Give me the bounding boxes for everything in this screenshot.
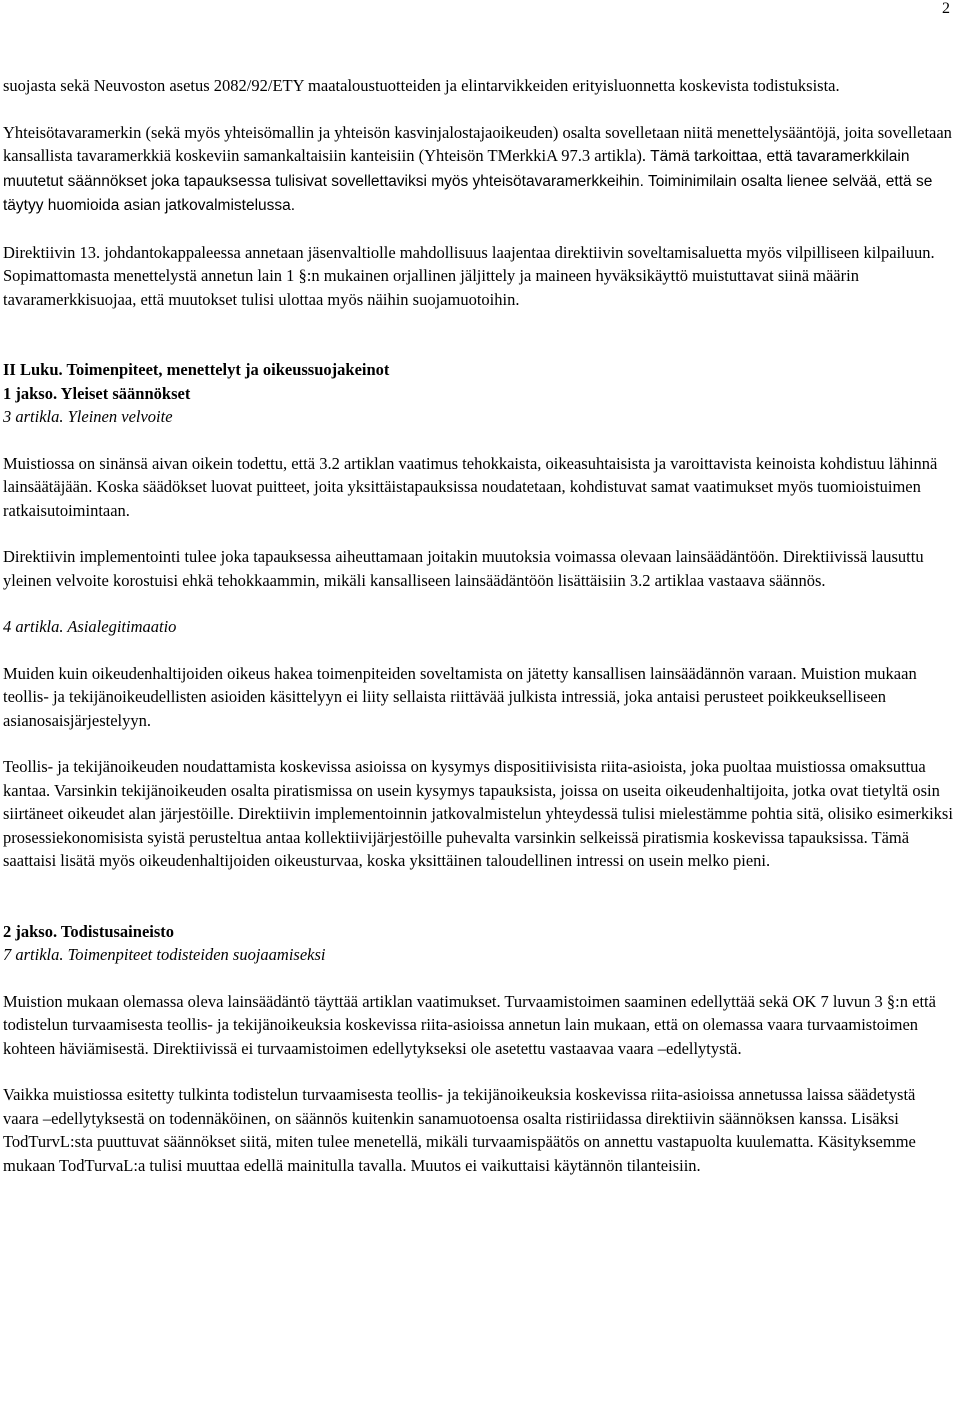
article-4-heading: 4 artikla. Asialegitimaatio <box>3 617 177 636</box>
section-2-heading: 2 jakso. Todistusaineisto <box>3 921 175 941</box>
paragraph-article-3-a: Muistiossa on sinänsä aivan oikein todettu, että 3.2 artiklan vaatimus tehokkaista, oikeasuhtaisista ja varoittavista keinoista kohdistuu lähinnä lainsäätäjään. Koska säädökset luovat puitteet, joita yksittäistapauksissa noudatetaan, kohdistuvat samat vaatimukset myös tuomioistuimen ratkaisutoimintaan. <box>3 453 938 520</box>
chapter-heading: II Luku. Toimenpiteet, menettelyt ja oikeussuojakeinot <box>3 360 390 379</box>
document-body <box>3 74 953 1177</box>
paragraph-article-7-b: Vaikka muistiossa esitetty tulkinta todistelun turvaamisesta teollis- ja tekijänoikeuksia koskevissa riita-asioissa annetussa laissa säädetystä vaara –edellytyksestä on todennäköinen, on säännös kuitenkin sanamuotoensa osalta ristiriidassa direktiivin säännöksen kanssa. Lisäksi TodTurvL:sta puuttuvat säännökset siitä, miten tulee menetellä, mikäli turvaamispäätös on annettu vastapuolta kuulematta. Käsityksemme mukaan TodTurvaL:a tulisi muuttaa edellä mainitulla tavalla. Muutos ei vaikuttaisi käytännön tilanteisiin. <box>3 1085 916 1175</box>
paragraph-article-4-a: Muiden kuin oikeudenhaltijoiden oikeus hakea toimenpiteiden soveltamista on jätetty kansallisen lainsäädännön varaan. Muistion mukaan teollis- ja tekijänoikeudellisten asioiden käsittelyyn ei liity sellaista riittävää julkista intressiä, joka antaisi perusteet poikkeukselliseen asianosaisjärjestelyyn. <box>3 663 917 730</box>
article-3-heading: 3 artikla. Yleinen velvoite <box>3 407 173 426</box>
paragraph-directive-13: Direktiivin 13. johdantokappaleessa annetaan jäsenvaltiolle mahdollisuus laajentaa direktiivin soveltamisaluetta myös vilpilliseen kilpailuun. Sopimattomasta menettelystä annetun lain 1 §:n mukainen orjallinen jäljittely ja maineen hyväksikäyttö muistuttavat siinä määrin tavaramerkkisuojaa, että muutokset tulisi ulottaa myös näihin suojamuotoihin. <box>3 242 935 309</box>
section-1-heading: 1 jakso. Yleiset säännökset <box>3 383 191 403</box>
paragraph-community-trademark <box>3 121 953 218</box>
paragraph-article-3-b: Direktiivin implementointi tulee joka tapauksessa aiheuttamaan joitakin muutoksia voimassa olevaan lainsäädäntöön. Direktiivissä lausuttu yleinen velvoite korostuisi ehkä tehokkaammin, mikäli kansalliseen lainsäädäntöön lisättäisiin 3.2 artiklaa vastaava säännös. <box>3 547 924 590</box>
paragraph-intro-continuation: suojasta sekä Neuvoston asetus 2082/92/ETY maataloustuotteiden ja elintarvikkeiden erityisluonnetta koskevista todistuksista. <box>3 76 840 95</box>
page-number: 2 <box>942 0 950 17</box>
paragraph-article-4-b: Teollis- ja tekijänoikeuden noudattamista koskevissa asioissa on kysymys dispositiivisista riita-asioista, joka puoltaa muistiossa omaksuttua kantaa. Varsinkin tekijänoikeuden osalta piratismissa on usein kysymys tapauksista, joissa on useita oikeudenhaltijoita, jotka ovat tietyltä osin siirtäneet oikeudet alan järjestöille. Direktiivin implementoinnin jatkovalmistelun yhteydessä tulisi mielestämme pohtia sitä, olisiko esimerkiksi prosessiekonomisista syistä perusteltua antaa kollektiivijärjestöille puhevalta varsinkin selkeissä piratismia koskevissa tapauksissa. Tämä saattaisi lisätä myös oikeudenhaltijoiden oikeusturvaa, koska yksittäinen taloudellinen intressi on usein melko pieni. <box>3 757 953 870</box>
paragraph-community-trademark-part2: Tämä tarkoittaa, että tavaramerkkilain muutetut säännökset joka tapauksessa tulisivat sovellettaviksi myös yhteisötavaramerkkeihin. Toiminimilain osalta lienee selvää, että se täytyy huomioida asian jatkovalmistelussa. <box>3 148 933 214</box>
paragraph-community-trademark-part1: Yhteisötavaramerkin (sekä myös yhteisömallin ja yhteisön kasvinjalostajaoikeuden) osalta sovelletaan niitä menettelysääntöjä, joita sovelletaan kansallista tavaramerkkiä koskeviin samankaltaisiin kanteisiin (Yhteisön TMerkkiA 97.3 artikla). <box>3 122 952 165</box>
article-7-heading: 7 artikla. Toimenpiteet todisteiden suojaamiseksi <box>3 945 326 964</box>
paragraph-article-7-a: Muistion mukaan olemassa oleva lainsäädäntö täyttää artiklan vaatimukset. Turvaamistoimen saaminen edellyttää sekä OK 7 luvun 3 §:n että todistelun turvaamisesta teollis- ja tekijänoikeuksia koskevissa riita-asioissa annetun lain mukaan, että on olemassa vaara turvaamistoimen kohteen häviämisestä. Direktiivissä ei turvaamistoimen edellytykseksi ole asetettu vastaavaa vaara –edellytystä. <box>3 991 936 1058</box>
